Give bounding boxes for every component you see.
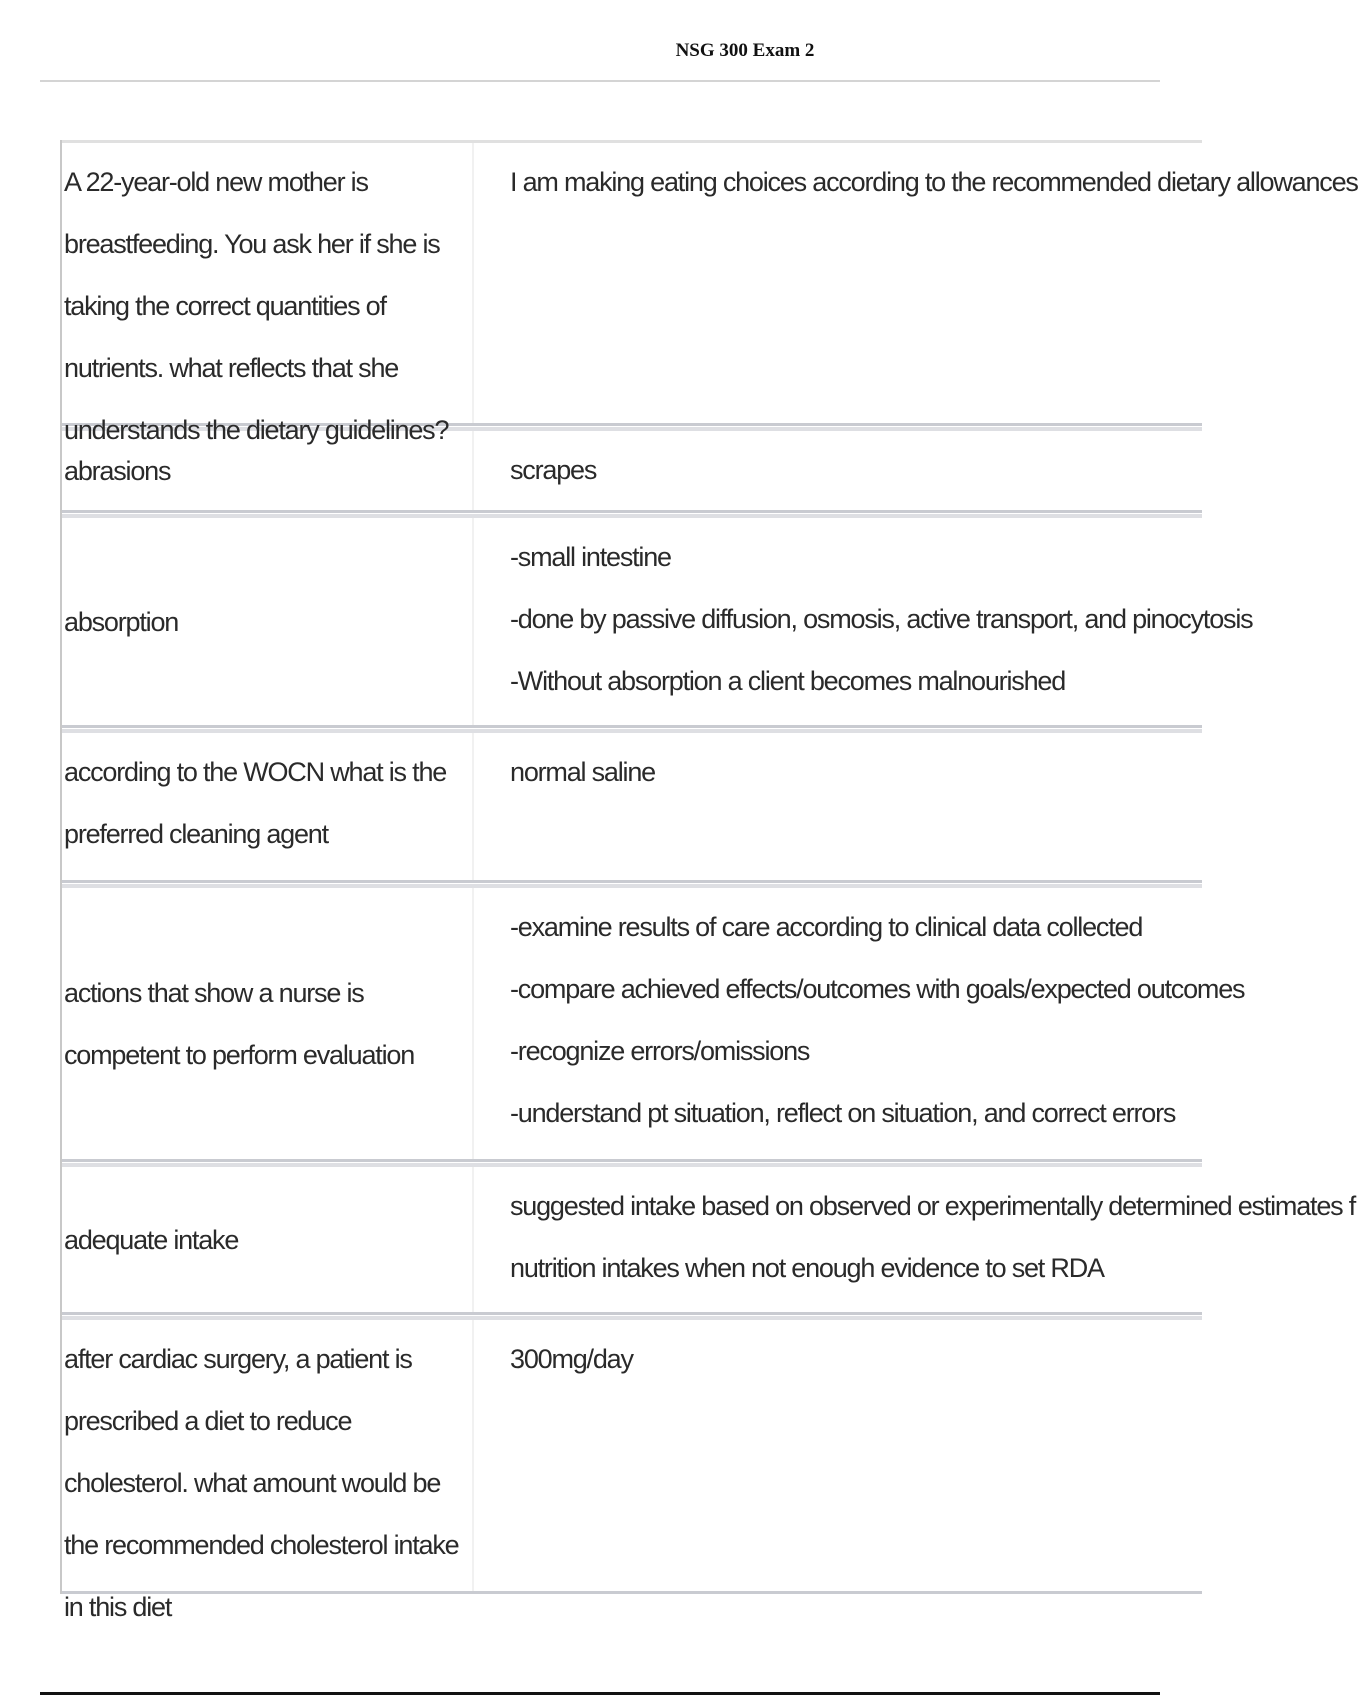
definition-line: scrapes <box>510 455 597 485</box>
header-divider <box>40 80 1160 82</box>
definition-line: nutrition intakes when not enough evidence to set RDA <box>510 1253 1104 1283</box>
definition-line: suggested intake based on observed or experimentally determined estimates f <box>510 1191 1356 1221</box>
term-cell <box>62 143 472 445</box>
page-header <box>0 40 1200 62</box>
term-cell <box>62 1167 472 1312</box>
term-cell <box>62 518 472 725</box>
term-cell <box>62 1320 472 1622</box>
table-row <box>62 1316 1202 1622</box>
definition-line: I am making eating choices according to the recommended dietary allowances <box>510 167 1358 197</box>
definition-line: -done by passive diffusion, osmosis, active transport, and pinocytosis <box>510 604 1253 634</box>
definition-line: -small intestine <box>510 542 671 572</box>
document-title: NSG 300 Exam 2 <box>675 40 815 61</box>
term-text: according to the WOCN what is the preferred cleaning agent <box>64 757 447 849</box>
table-row <box>62 140 1358 445</box>
definition-line: -compare achieved effects/outcomes with goals/expected outcomes <box>510 974 1245 1004</box>
term-text: A 22-year-old new mother is breastfeeding. You ask her if she is taking the correct quantities of nutrients. what reflects that she understands the dietary guidelines? <box>64 167 449 445</box>
definition-line: -recognize errors/omissions <box>510 1036 810 1066</box>
definition-cell <box>474 888 1244 1159</box>
term-cell <box>62 431 472 510</box>
definition-cell <box>474 518 1252 725</box>
table-row <box>62 1163 1356 1315</box>
term-text: actions that show a nurse is competent to perform evaluation <box>64 977 415 1070</box>
table-row <box>62 884 1245 1162</box>
term-text: abrasions <box>64 455 171 486</box>
term-text: absorption <box>64 606 179 637</box>
definition-line: normal saline <box>510 757 655 787</box>
definition-line: 300mg/day <box>510 1344 633 1374</box>
flashcard-table <box>60 140 1358 1622</box>
definition-cell <box>474 1320 1202 1591</box>
definition-cell <box>474 1167 1355 1312</box>
definition-cell <box>474 733 1202 880</box>
definition-cell <box>474 143 1358 423</box>
table-row <box>62 514 1253 728</box>
definition-cell <box>474 431 1202 510</box>
footer-divider <box>40 1692 1160 1695</box>
term-cell <box>62 888 472 1159</box>
definition-line: -examine results of care according to clinical data collected <box>510 912 1143 942</box>
table-row <box>62 427 1202 513</box>
term-text: after cardiac surgery, a patient is prescribed a diet to reduce cholesterol. what amount would be the recommended cholesterol intake in this diet <box>64 1344 459 1622</box>
term-cell <box>62 733 472 880</box>
definition-line: -understand pt situation, reflect on situation, and correct errors <box>510 1098 1176 1128</box>
term-text: adequate intake <box>64 1224 239 1255</box>
definition-line: -Without absorption a client becomes malnourished <box>510 666 1066 696</box>
table-row <box>62 729 1202 883</box>
